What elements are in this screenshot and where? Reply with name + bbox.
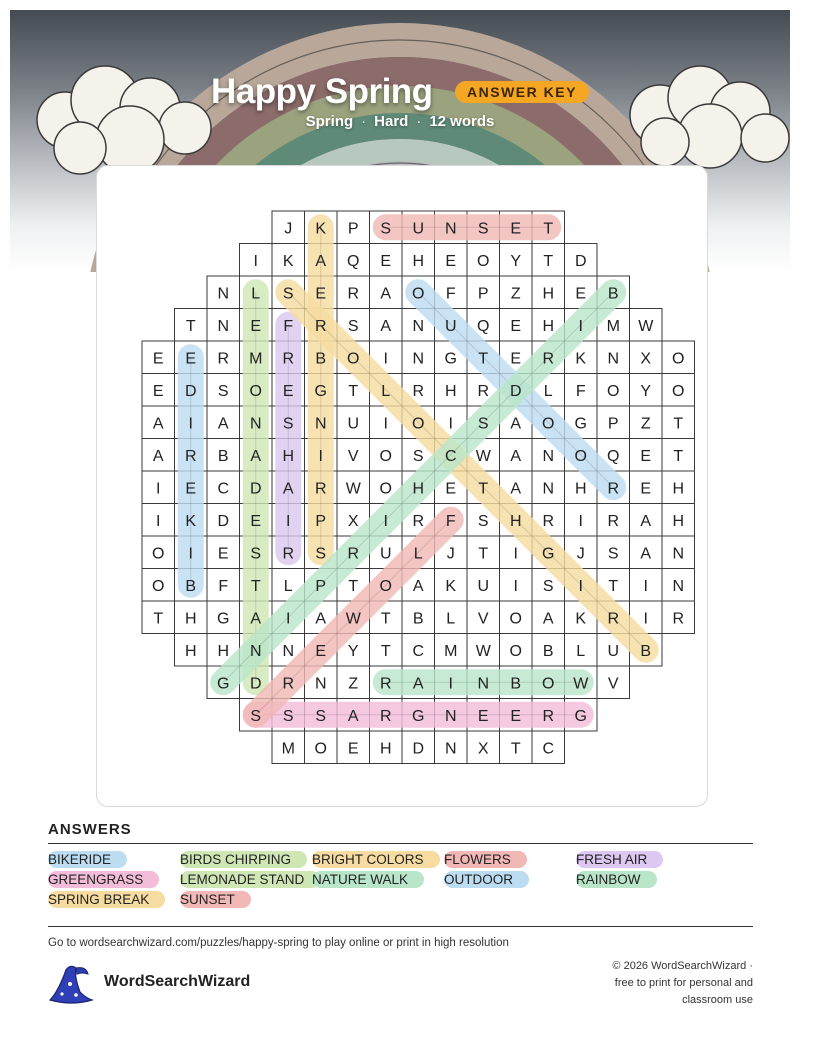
grid-letter: S <box>607 545 619 563</box>
grid-letter: Y <box>510 252 522 270</box>
answer-word: LEMONADE STAND <box>180 871 320 888</box>
grid-letter: E <box>510 707 522 725</box>
grid-letter: C <box>444 447 457 465</box>
grid-letter: E <box>640 480 652 498</box>
grid-letter: S <box>412 447 424 465</box>
grid-letter: X <box>640 350 652 368</box>
grid-letter: Q <box>347 252 360 270</box>
grid-letter: T <box>478 480 489 498</box>
grid-letter: O <box>152 545 165 563</box>
grid-letter: E <box>575 285 587 303</box>
grid-letter: J <box>446 545 455 563</box>
grid-letter: V <box>607 675 619 693</box>
grid-letter: B <box>185 577 197 595</box>
grid-letter: I <box>188 415 193 433</box>
grid-letter: H <box>184 610 197 628</box>
brand-name[interactable]: WordSearchWizard <box>104 973 251 990</box>
grid-letter: T <box>478 545 489 563</box>
grid-letter: W <box>475 642 491 660</box>
grid-letter: T <box>543 220 554 238</box>
grid-letter: A <box>510 480 522 498</box>
grid-letter: H <box>379 740 392 758</box>
grid-letter: N <box>314 415 327 433</box>
footer-link-text[interactable]: Go to wordsearchwizard.com/puzzles/happy-spring to play online or print in high resolution <box>48 937 509 949</box>
grid-letter: W <box>345 610 361 628</box>
grid-letter: N <box>672 545 685 563</box>
grid-letter: N <box>412 350 425 368</box>
grid-letter: J <box>284 220 293 238</box>
answer-word: BRIGHT COLORS <box>312 851 440 868</box>
grid-letter: O <box>477 252 490 270</box>
grid-letter: R <box>282 545 295 563</box>
grid-letter: L <box>381 382 391 400</box>
grid-letter: J <box>576 545 585 563</box>
grid-letter: H <box>217 642 230 660</box>
grid-letter: G <box>217 610 230 628</box>
grid-letter: C <box>542 740 555 758</box>
grid-letter: B <box>315 350 327 368</box>
grid-letter: B <box>640 642 652 660</box>
grid-letter: E <box>510 220 522 238</box>
grid-letter: T <box>348 577 359 595</box>
grid-letter: E <box>250 317 262 335</box>
grid-letter: R <box>542 350 555 368</box>
grid-letter: R <box>282 675 295 693</box>
answer-word: NATURE WALK <box>312 871 424 888</box>
grid-letter: R <box>607 480 620 498</box>
grid-letter: N <box>607 350 620 368</box>
grid-letter: I <box>383 415 388 433</box>
grid-letter: S <box>282 285 294 303</box>
grid-letter: R <box>347 545 360 563</box>
grid-letter: T <box>673 415 684 433</box>
grid-letter: E <box>477 707 489 725</box>
grid-letter: E <box>640 447 652 465</box>
grid-letter: S <box>217 382 229 400</box>
grid-letter: R <box>607 610 620 628</box>
grid-letter: R <box>184 447 197 465</box>
grid-letter: R <box>542 707 555 725</box>
grid-letter: R <box>379 675 392 693</box>
grid-letter: R <box>412 382 425 400</box>
grid-letter: L <box>446 610 456 628</box>
grid-letter: A <box>152 415 164 433</box>
grid-letter: H <box>509 512 522 530</box>
grid-letter: I <box>286 512 291 530</box>
copyright-line: classroom use <box>682 994 753 1006</box>
grid-letter: E <box>380 252 392 270</box>
grid-letter: F <box>445 512 456 530</box>
grid-letter: H <box>282 447 295 465</box>
grid-letter: N <box>444 220 457 238</box>
grid-letter: N <box>444 707 457 725</box>
grid-letter: G <box>314 382 327 400</box>
grid-letter: A <box>347 707 359 725</box>
grid-letter: I <box>643 610 648 628</box>
grid-letter: X <box>477 740 489 758</box>
grid-letter: K <box>575 350 587 368</box>
grid-letter: I <box>578 512 583 530</box>
grid-letter: N <box>249 415 262 433</box>
grid-letter: I <box>643 577 648 595</box>
grid-letter: U <box>347 415 360 433</box>
grid-letter: Z <box>640 415 651 433</box>
grid-letter: U <box>444 317 457 335</box>
grid-letter: O <box>379 447 392 465</box>
word-search-grid <box>97 166 707 806</box>
grid-letter: H <box>672 512 685 530</box>
grid-letter: B <box>510 675 522 693</box>
grid-letter: R <box>314 480 327 498</box>
puzzle-meta <box>10 113 790 130</box>
grid-letter: E <box>250 512 262 530</box>
grid-letter: F <box>283 317 294 335</box>
grid-letter: W <box>345 480 361 498</box>
grid-letter: A <box>217 415 229 433</box>
grid-letter: E <box>445 480 457 498</box>
grid-letter: B <box>412 610 424 628</box>
grid-letter: A <box>640 512 652 530</box>
grid-letter: M <box>281 740 295 758</box>
grid-letter: I <box>286 610 291 628</box>
answer-word: GREENGRASS <box>48 871 159 888</box>
grid-letter: O <box>509 642 522 660</box>
grid-letter: I <box>513 545 518 563</box>
copyright-line: © 2026 WordSearchWizard · <box>612 960 753 972</box>
grid-letter: I <box>188 545 193 563</box>
grid-letter: I <box>513 577 518 595</box>
word-count-label: 12 words <box>429 113 495 130</box>
grid-letter: B <box>217 447 229 465</box>
grid-letter: S <box>315 707 327 725</box>
title-row <box>10 72 790 112</box>
grid-letter: L <box>413 545 423 563</box>
grid-letter: C <box>412 642 425 660</box>
grid-letter: N <box>542 480 555 498</box>
grid-letter: Z <box>348 675 359 693</box>
grid-letter: L <box>543 382 553 400</box>
grid-letter: U <box>477 577 490 595</box>
grid-letter: D <box>509 382 522 400</box>
grid-letter: Z <box>510 285 521 303</box>
grid-letter: S <box>282 707 294 725</box>
grid-letter: R <box>412 512 425 530</box>
grid-letter: E <box>510 350 522 368</box>
grid-letter: W <box>573 675 589 693</box>
grid-letter: O <box>379 480 392 498</box>
grid-letter: H <box>542 285 555 303</box>
grid-letter: O <box>509 610 522 628</box>
grid-letter: V <box>477 610 489 628</box>
grid-letter: D <box>217 512 230 530</box>
grid-letter: H <box>412 480 425 498</box>
grid-letter: H <box>542 317 555 335</box>
grid-letter: A <box>380 285 392 303</box>
grid-letter: U <box>607 642 620 660</box>
wizard-hat-icon[interactable] <box>46 962 94 1006</box>
grid-letter: K <box>185 512 197 530</box>
grid-letter: G <box>574 415 587 433</box>
grid-letter: K <box>282 252 294 270</box>
grid-letter: R <box>314 317 327 335</box>
grid-letter: O <box>249 382 262 400</box>
grid-letter: W <box>638 317 654 335</box>
grid-letter: E <box>510 317 522 335</box>
grid-letter: T <box>250 577 261 595</box>
grid-letter: T <box>185 317 196 335</box>
grid-letter: E <box>347 740 359 758</box>
grid-letter: B <box>542 642 554 660</box>
grid-letter: O <box>347 350 360 368</box>
grid-letter: E <box>315 642 327 660</box>
grid-letter: A <box>412 577 424 595</box>
answers-list <box>48 851 768 916</box>
grid-letter: T <box>608 577 619 595</box>
grid-letter: I <box>578 317 583 335</box>
grid-letter: E <box>152 382 164 400</box>
grid-letter: I <box>448 675 453 693</box>
grid-letter: I <box>383 350 388 368</box>
grid-letter: D <box>412 740 425 758</box>
grid-letter: P <box>315 512 327 530</box>
grid-letter: I <box>156 512 161 530</box>
category-label: Spring <box>305 113 354 130</box>
grid-letter: N <box>477 675 490 693</box>
grid-letter: M <box>249 350 263 368</box>
grid-letter: R <box>607 512 620 530</box>
puzzle-card <box>96 165 708 807</box>
grid-letter: A <box>640 545 652 563</box>
grid-letter: N <box>314 675 327 693</box>
grid-letter: T <box>673 447 684 465</box>
grid-letter: B <box>607 285 619 303</box>
grid-letter: T <box>543 252 554 270</box>
grid-letter: G <box>444 350 457 368</box>
grid-letter: S <box>250 707 262 725</box>
grid-letter: R <box>217 350 230 368</box>
grid-letter: O <box>152 577 165 595</box>
grid-letter: Q <box>607 447 620 465</box>
grid-letter: T <box>380 610 391 628</box>
grid-letter: E <box>185 350 197 368</box>
grid-letter: U <box>412 220 425 238</box>
grid-letter: I <box>156 480 161 498</box>
answer-word: BIKERIDE <box>48 851 127 868</box>
grid-letter: S <box>282 415 294 433</box>
grid-letter: R <box>282 350 295 368</box>
grid-letter: M <box>444 642 458 660</box>
copyright-line: free to print for personal and <box>614 977 753 989</box>
grid-letter: E <box>445 252 457 270</box>
grid-letter: K <box>445 577 457 595</box>
grid-letter: E <box>217 545 229 563</box>
grid-letter: H <box>574 480 587 498</box>
difficulty-label: Hard <box>374 113 409 130</box>
grid-letter: A <box>315 610 327 628</box>
grid-letter: H <box>672 480 685 498</box>
grid-letter: S <box>477 512 489 530</box>
grid-letter: A <box>380 317 392 335</box>
grid-letter: Q <box>477 317 490 335</box>
grid-letter: L <box>576 642 586 660</box>
grid-letter: H <box>184 642 197 660</box>
grid-letter: E <box>152 350 164 368</box>
grid-letter: K <box>575 610 587 628</box>
grid-letter: S <box>250 545 262 563</box>
grid-letter: S <box>380 220 392 238</box>
grid-letter: O <box>542 415 555 433</box>
answer-word: BIRDS CHIRPING <box>180 851 307 868</box>
grid-letter: E <box>282 382 294 400</box>
grid-letter: N <box>282 642 295 660</box>
grid-letter: P <box>315 577 327 595</box>
answer-word: RAINBOW <box>576 871 657 888</box>
answer-word: OUTDOOR <box>444 871 529 888</box>
grid-letter: I <box>448 415 453 433</box>
answer-word: FRESH AIR <box>576 851 663 868</box>
grid-letter: A <box>152 447 164 465</box>
grid-letter: A <box>250 447 262 465</box>
grid-letter: A <box>412 675 424 693</box>
copyright-text <box>553 958 753 1009</box>
grid-letter: W <box>475 447 491 465</box>
grid-letter: N <box>444 740 457 758</box>
grid-letter: O <box>672 382 685 400</box>
grid-letter: I <box>253 252 258 270</box>
grid-letter: G <box>217 675 230 693</box>
grid-letter: T <box>478 350 489 368</box>
answer-word: FLOWERS <box>444 851 527 868</box>
grid-letter: F <box>218 577 229 595</box>
grid-letter: I <box>578 577 583 595</box>
grid-letter: A <box>282 480 294 498</box>
grid-letter: X <box>347 512 359 530</box>
grid-letter: H <box>412 252 425 270</box>
grid-letter: M <box>606 317 620 335</box>
grid-letter: L <box>251 285 261 303</box>
grid-letter: E <box>315 285 327 303</box>
grid-letter: S <box>477 220 489 238</box>
grid-letter: O <box>412 285 425 303</box>
grid-letter: D <box>184 382 197 400</box>
meta-separator: · <box>416 113 422 130</box>
answer-word: SUNSET <box>180 891 251 908</box>
grid-letter: G <box>412 707 425 725</box>
grid-letter: P <box>347 220 359 238</box>
grid-letter: A <box>542 610 554 628</box>
grid-letter: U <box>379 545 392 563</box>
answer-word: SPRING BREAK <box>48 891 165 908</box>
grid-letter: G <box>542 545 555 563</box>
grid-letter: N <box>672 577 685 595</box>
grid-letter: C <box>217 480 230 498</box>
grid-letter: V <box>347 447 359 465</box>
grid-letter: O <box>607 382 620 400</box>
grid-letter: N <box>412 317 425 335</box>
grid-letter: N <box>249 642 262 660</box>
grid-letter: I <box>383 512 388 530</box>
grid-letter: O <box>542 675 555 693</box>
grid-letter: O <box>412 415 425 433</box>
grid-letter: D <box>249 675 262 693</box>
grid-letter: S <box>477 415 489 433</box>
answers-heading: ANSWERS <box>48 821 132 838</box>
answers-divider <box>48 843 753 844</box>
grid-letter: T <box>153 610 164 628</box>
grid-letter: T <box>510 740 521 758</box>
grid-letter: R <box>542 512 555 530</box>
grid-letter: R <box>672 610 685 628</box>
meta-separator: · <box>361 113 367 130</box>
grid-letter: O <box>379 577 392 595</box>
grid-letter: F <box>445 285 456 303</box>
grid-letter: O <box>672 350 685 368</box>
footer-divider <box>48 926 753 927</box>
grid-letter: N <box>217 317 230 335</box>
grid-letter: N <box>542 447 555 465</box>
grid-letter: O <box>314 740 327 758</box>
grid-letter: D <box>249 480 262 498</box>
grid-letter: S <box>347 317 359 335</box>
grid-letter: Y <box>347 642 359 660</box>
grid-letter: P <box>607 415 619 433</box>
grid-letter: Y <box>640 382 652 400</box>
grid-letter: G <box>574 707 587 725</box>
grid-letter: H <box>444 382 457 400</box>
grid-letter: A <box>250 610 262 628</box>
grid-letter: F <box>575 382 586 400</box>
grid-letter: R <box>379 707 392 725</box>
grid-letter: I <box>318 447 323 465</box>
grid-letter: R <box>477 382 490 400</box>
grid-letter: R <box>347 285 360 303</box>
grid-letter: D <box>574 252 587 270</box>
grid-letter: S <box>542 577 554 595</box>
grid-letter: A <box>510 415 522 433</box>
grid-letter: S <box>315 545 327 563</box>
grid-letter: L <box>283 577 293 595</box>
grid-letter: O <box>574 447 587 465</box>
grid-letter: P <box>477 285 489 303</box>
grid-letter: E <box>185 480 197 498</box>
grid-letter: A <box>510 447 522 465</box>
page-title: Happy Spring <box>211 72 433 111</box>
grid-letter: K <box>315 220 327 238</box>
grid-letter: T <box>348 382 359 400</box>
grid-letter: T <box>380 642 391 660</box>
answer-key-badge: ANSWER KEY <box>455 81 589 103</box>
grid-letter: A <box>315 252 327 270</box>
grid-letter: N <box>217 285 230 303</box>
